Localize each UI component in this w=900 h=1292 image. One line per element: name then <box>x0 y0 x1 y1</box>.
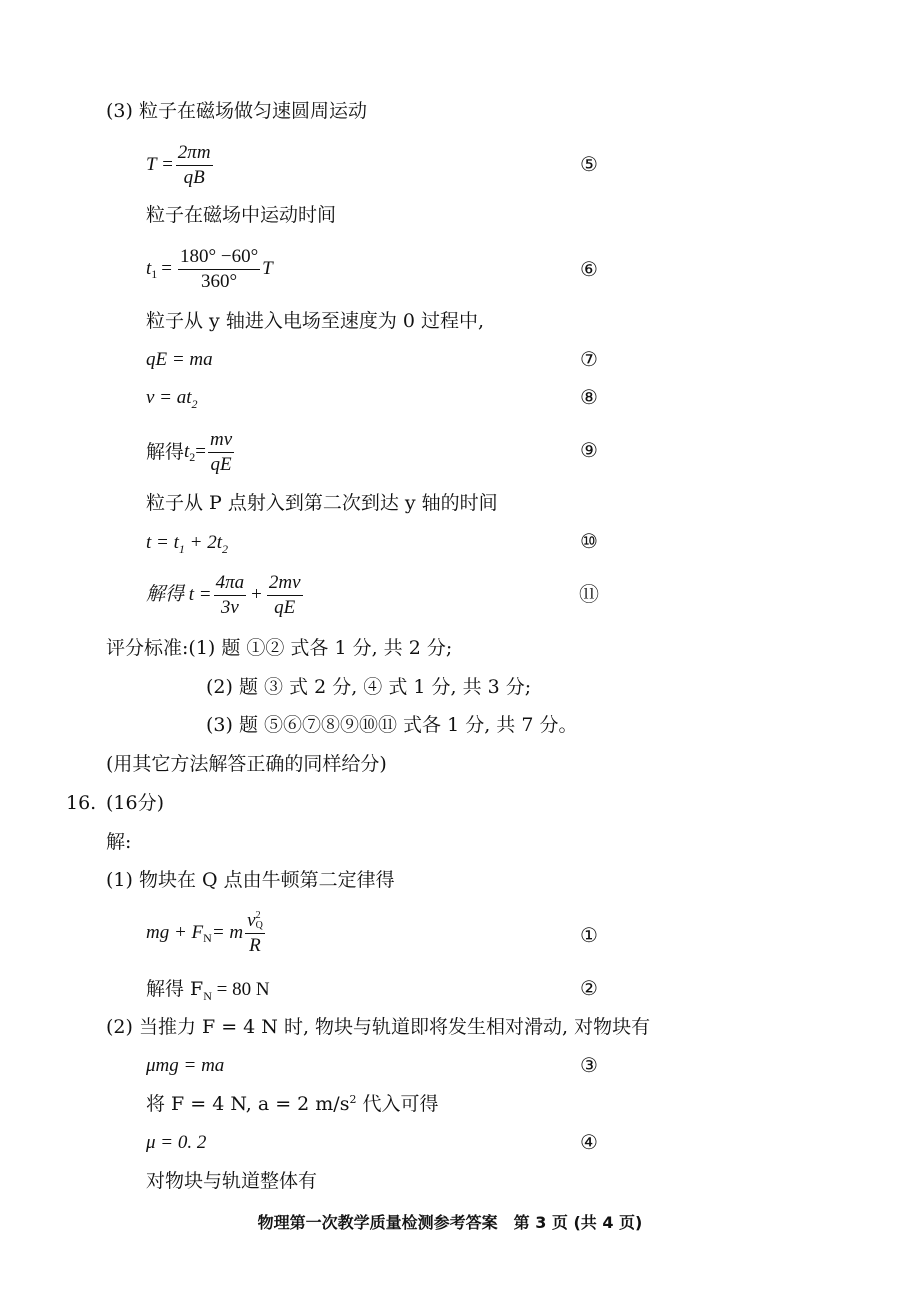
eq10-a: t = t <box>146 532 179 553</box>
q16-equation-3: μmg = ma <box>146 1055 225 1076</box>
q16-number: 16. <box>66 792 97 814</box>
eq11-numerator-2: 2mv <box>267 572 303 596</box>
eq5-denominator: qB <box>183 166 205 188</box>
eq5-lhs: T = <box>146 154 174 175</box>
eq10-b: + 2t <box>184 532 222 553</box>
equation-6 <box>146 244 273 294</box>
eq9-mark: ⑨ <box>580 438 598 462</box>
eq9-var: t <box>184 441 190 462</box>
scoring-line-3: (3) 题 ⑤⑥⑦⑧⑨⑩⑪ 式各 1 分, 共 7 分。 <box>206 714 578 736</box>
q16-eq1-numerator <box>245 910 265 934</box>
q16-eq2-prefix: 解得 F <box>146 978 204 1000</box>
q16-eq3-mark: ③ <box>580 1053 598 1077</box>
eq6-numerator: 180° −60° <box>178 246 260 270</box>
q16-part2-heading: (2) 当推力 F = 4 N 时, 物块与轨道即将发生相对滑动, 对物块有 <box>106 1016 651 1038</box>
q16-equation-2 <box>146 977 270 1003</box>
eq6-var: t <box>146 258 152 279</box>
eq6-fraction <box>178 246 260 293</box>
q16-eq1-denominator: R <box>249 934 261 956</box>
eq9-numerator: mv <box>208 429 234 453</box>
eq8-lhs: v = at <box>146 387 192 408</box>
scoring-line-1: 评分标准:(1) 题 ①② 式各 1 分, 共 2 分; <box>106 637 453 659</box>
q16-eq2-mark: ② <box>580 976 598 1000</box>
eq10-b-sub: 2 <box>222 542 228 556</box>
eq9-prefix: 解得 <box>146 441 185 463</box>
q16-eq1-num-sup: 2 <box>255 910 261 922</box>
eq11-denominator-1: 3v <box>220 596 239 618</box>
eq6-sub: 1 <box>151 267 158 281</box>
eq11-prefix: 解得 t = <box>146 584 212 605</box>
equation-8 <box>146 386 198 411</box>
eq11-fraction-2 <box>267 572 303 619</box>
q16-eq2-rest: = 80 N <box>211 979 270 1000</box>
eq7-mark: ⑦ <box>580 347 598 371</box>
eq5-mark: ⑤ <box>580 152 598 176</box>
eq9-fraction <box>208 429 234 476</box>
eq5-numerator: 2πm <box>176 142 213 166</box>
eq10-mark: ⑩ <box>580 529 598 553</box>
part3-heading: (3) 粒子在磁场做匀速圆周运动 <box>106 100 367 122</box>
equation-10 <box>146 531 228 556</box>
q16-eq2-sub: N <box>203 989 212 1003</box>
q16-sub-sup: 2 <box>349 1093 357 1106</box>
eq11-fraction-1 <box>214 572 247 619</box>
scoring-line-2: (2) 题 ③ 式 2 分, ④ 式 1 分, 共 3 分; <box>206 676 532 698</box>
q16-solve: 解: <box>106 831 132 853</box>
equation-7: qE = ma <box>146 349 213 370</box>
q16-eq1-mark: ① <box>580 923 598 947</box>
q16-part1-heading: (1) 物块在 Q 点由牛顿第二定律得 <box>106 869 395 891</box>
q16-eq1-num-sub: Q <box>255 920 263 932</box>
scoring-note: (用其它方法解答正确的同样给分) <box>106 753 387 775</box>
eq11-mark: ⑪ <box>579 582 599 606</box>
q16-equation-4: μ = 0. 2 <box>146 1132 207 1153</box>
eq10-a-sub: 1 <box>178 542 185 556</box>
q16-points: (16分) <box>106 792 165 814</box>
eq9-equals: = <box>195 441 207 462</box>
q16-sub-text: 将 F = 4 N, a = 2 m/s <box>146 1093 350 1115</box>
q16-equation-1 <box>146 905 267 961</box>
eq11-plus: + <box>251 584 262 605</box>
eq6-equals: = <box>161 258 172 279</box>
eq8-sub: 2 <box>191 397 198 411</box>
equation-9 <box>146 427 236 477</box>
q16-sub-tail: 代入可得 <box>356 1093 439 1115</box>
q16-eq1-num-var: v <box>247 909 256 931</box>
q16-eq4-mark: ④ <box>580 1130 598 1154</box>
text-total-time: 粒子从 P 点射入到第二次到达 y 轴的时间 <box>146 492 498 514</box>
eq11-numerator-1: 4πa <box>214 572 247 596</box>
equation-5 <box>146 140 215 190</box>
q16-eq1-fraction <box>245 910 265 957</box>
eq5-fraction <box>176 142 213 189</box>
eq9-denominator: qE <box>210 453 232 475</box>
equation-11 <box>146 570 305 620</box>
eq6-mark: ⑥ <box>580 257 598 281</box>
q16-eq1-lhs-sub: N <box>203 931 212 945</box>
page-footer: 物理第一次教学质量检测参考答案 第 3 页 (共 4 页) <box>257 1213 643 1232</box>
eq9-sub: 2 <box>189 450 196 464</box>
eq11-denominator-2: qE <box>274 596 296 618</box>
text-time-in-field: 粒子在磁场中运动时间 <box>146 204 337 226</box>
eq8-mark: ⑧ <box>580 385 598 409</box>
eq6-tail: T <box>262 258 273 279</box>
text-from-y-axis: 粒子从 y 轴进入电场至速度为 0 过程中, <box>146 310 485 332</box>
q16-eq1-mid: = m <box>211 922 244 943</box>
q16-substitution-text <box>146 1092 439 1119</box>
q16-eq1-lhs: mg + F <box>146 922 204 943</box>
q16-whole-text: 对物块与轨道整体有 <box>146 1170 318 1192</box>
eq6-denominator: 360° <box>201 270 238 292</box>
